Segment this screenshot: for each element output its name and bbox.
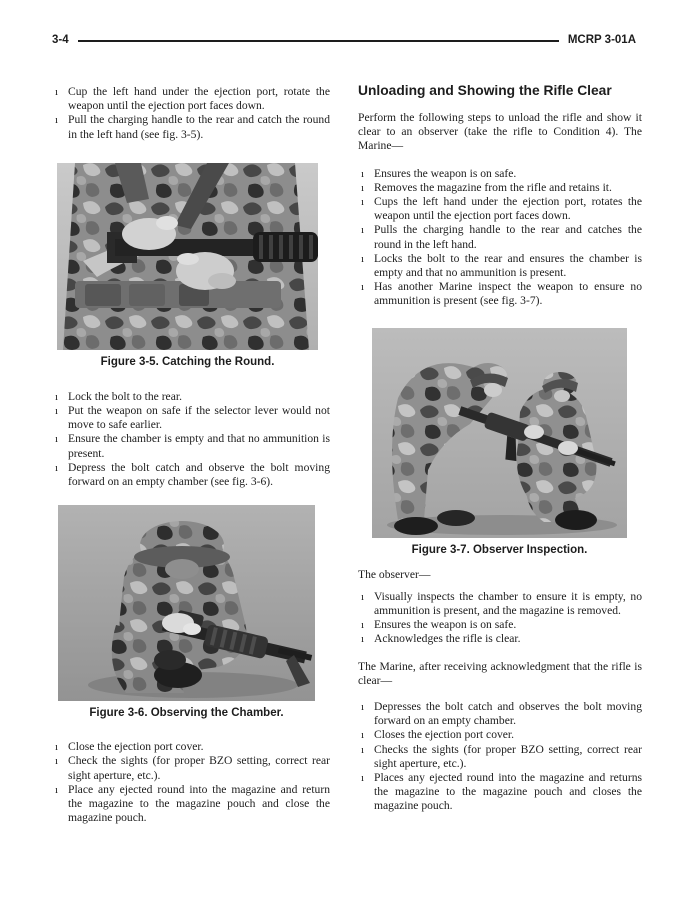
page-body (52, 78, 642, 825)
bullet-marker: ı (361, 633, 365, 646)
intro-paragraph: Perform the following steps to unload the rifle and show it clear to an observer (take the rifle to Condition 4). The Marine— (358, 111, 642, 153)
right-column (358, 78, 642, 825)
list-item (358, 223, 642, 251)
list-item (358, 632, 642, 646)
list-item-text: Has another Marine inspect the weapon to ensure no ammunition is present (see fig. 3-7). (374, 280, 642, 308)
figure-3-6-photo (58, 505, 315, 701)
figure-3-6-caption: Figure 3-6. Observing the Chamber. (89, 707, 284, 720)
bullet-marker: ı (55, 114, 59, 127)
figure-3-5-photo (57, 163, 318, 350)
list-item (358, 590, 642, 618)
bullet-list (358, 167, 642, 309)
list-item (52, 404, 330, 432)
list-item-text: Removes the magazine from the rifle and retains it. (374, 180, 612, 194)
bullet-marker: ı (361, 224, 365, 237)
observer-paragraph: The observer— (358, 567, 431, 581)
left-column (52, 78, 330, 825)
list-item-text: Place any ejected round into the magazine and return the magazine to the magazine pouch and close the magazine pouch. (68, 782, 330, 825)
list-item-text: Visually inspects the chamber to ensure it is empty, no ammunition is present, and the magazine is removed. (374, 589, 642, 618)
section-heading: Unloading and Showing the Rifle Clear (358, 83, 612, 98)
figure-3-5 (57, 163, 318, 369)
figure-3-7-photo (372, 328, 627, 538)
list-item (52, 461, 330, 489)
list-item-text: Cup the left hand under the ejection port, rotate the weapon until the ejection port faces down. (68, 85, 330, 113)
figure-3-5-caption: Figure 3-5. Catching the Round. (100, 355, 275, 368)
figure-3-6 (58, 505, 315, 720)
list-item (358, 743, 642, 771)
marine-paragraph: The Marine, after receiving acknowledgment that the rifle is clear— (358, 659, 642, 687)
list-item-text: Acknowledges the rifle is clear. (374, 632, 521, 646)
bullet-marker: ı (361, 196, 365, 209)
page-number: 3-4 (52, 34, 69, 46)
list-item (52, 740, 330, 754)
header-rule (78, 40, 559, 42)
list-item-text: Depress the bolt catch and observe the bolt moving forward on an empty chamber (see fig. 3-6). (68, 460, 330, 489)
bullet-marker: ı (361, 701, 365, 714)
bullet-marker: ı (361, 167, 365, 180)
bullet-marker: ı (55, 433, 59, 446)
list-item-text: Checks the sights (for proper BZO setting, correct rear sight aperture, etc.). (374, 742, 642, 770)
bullet-marker: ı (55, 390, 59, 403)
bullet-marker: ı (361, 590, 365, 603)
doc-id: MCRP 3-01A (567, 34, 636, 46)
list-item-text: Ensure the chamber is empty and that no ammunition is present. (68, 432, 330, 460)
bullet-marker: ı (55, 783, 59, 796)
list-item-text: Cups the left hand under the ejection port, rotates the weapon until the ejection port faces down. (374, 195, 642, 223)
list-item (52, 783, 330, 826)
list-item (358, 167, 642, 181)
list-item (358, 195, 642, 223)
list-item (358, 728, 642, 742)
list-item-text: Depresses the bolt catch and observes the bolt moving forward on an empty chamber. (374, 700, 642, 728)
list-item (358, 252, 642, 280)
bullet-list-continued (52, 85, 330, 142)
list-item-text: Close the ejection port cover. (68, 740, 204, 754)
bullet-marker: ı (361, 252, 365, 265)
bullet-list (358, 700, 642, 814)
bullet-marker: ı (361, 619, 365, 632)
bullet-marker: ı (55, 741, 59, 754)
list-item-text: Pull the charging handle to the rear and catch the round in the left hand (see fig. 3-5). (68, 113, 330, 141)
bullet-list (52, 390, 330, 489)
list-item (52, 754, 330, 782)
list-item (52, 432, 330, 460)
list-item (358, 618, 642, 632)
figure-3-7 (372, 328, 627, 557)
bullet-marker: ı (55, 405, 59, 418)
bullet-marker: ı (361, 181, 365, 194)
list-item-text: Ensures the weapon is on safe. (374, 166, 517, 180)
list-item (52, 390, 330, 404)
list-item-text: Locks the bolt to the rear and ensures the chamber is empty and that no ammunition is present. (374, 251, 642, 280)
bullet-marker: ı (361, 729, 365, 742)
list-item-text: Places any ejected round into the magazine and returns the magazine to the magazine pouch and closes the magazine pouch. (374, 771, 642, 813)
list-item (52, 113, 330, 141)
page-header (52, 34, 636, 46)
list-item-text: Check the sights (for proper BZO setting, correct rear sight aperture, etc.). (68, 754, 330, 782)
list-item (358, 181, 642, 195)
bullet-marker: ı (55, 86, 59, 98)
bullet-marker: ı (361, 772, 365, 785)
figure-3-7-caption: Figure 3-7. Observer Inspection. (411, 543, 588, 556)
bullet-list (358, 590, 642, 647)
list-item-text: Ensures the weapon is on safe. (374, 618, 517, 632)
list-item-text: Lock the bolt to the rear. (68, 389, 182, 403)
bullet-list (52, 740, 330, 825)
list-item (358, 771, 642, 814)
list-item (358, 700, 642, 728)
bullet-marker: ı (361, 743, 365, 756)
bullet-marker: ı (361, 281, 365, 294)
list-item-text: Put the weapon on safe if the selector lever would not move to safe earlier. (68, 404, 330, 432)
list-item (358, 280, 642, 308)
list-item-text: Closes the ejection port cover. (374, 728, 515, 742)
list-item (52, 85, 330, 113)
bullet-marker: ı (55, 461, 59, 474)
bullet-marker: ı (55, 755, 59, 768)
list-item-text: Pulls the charging handle to the rear and catches the round in the left hand. (374, 223, 642, 251)
